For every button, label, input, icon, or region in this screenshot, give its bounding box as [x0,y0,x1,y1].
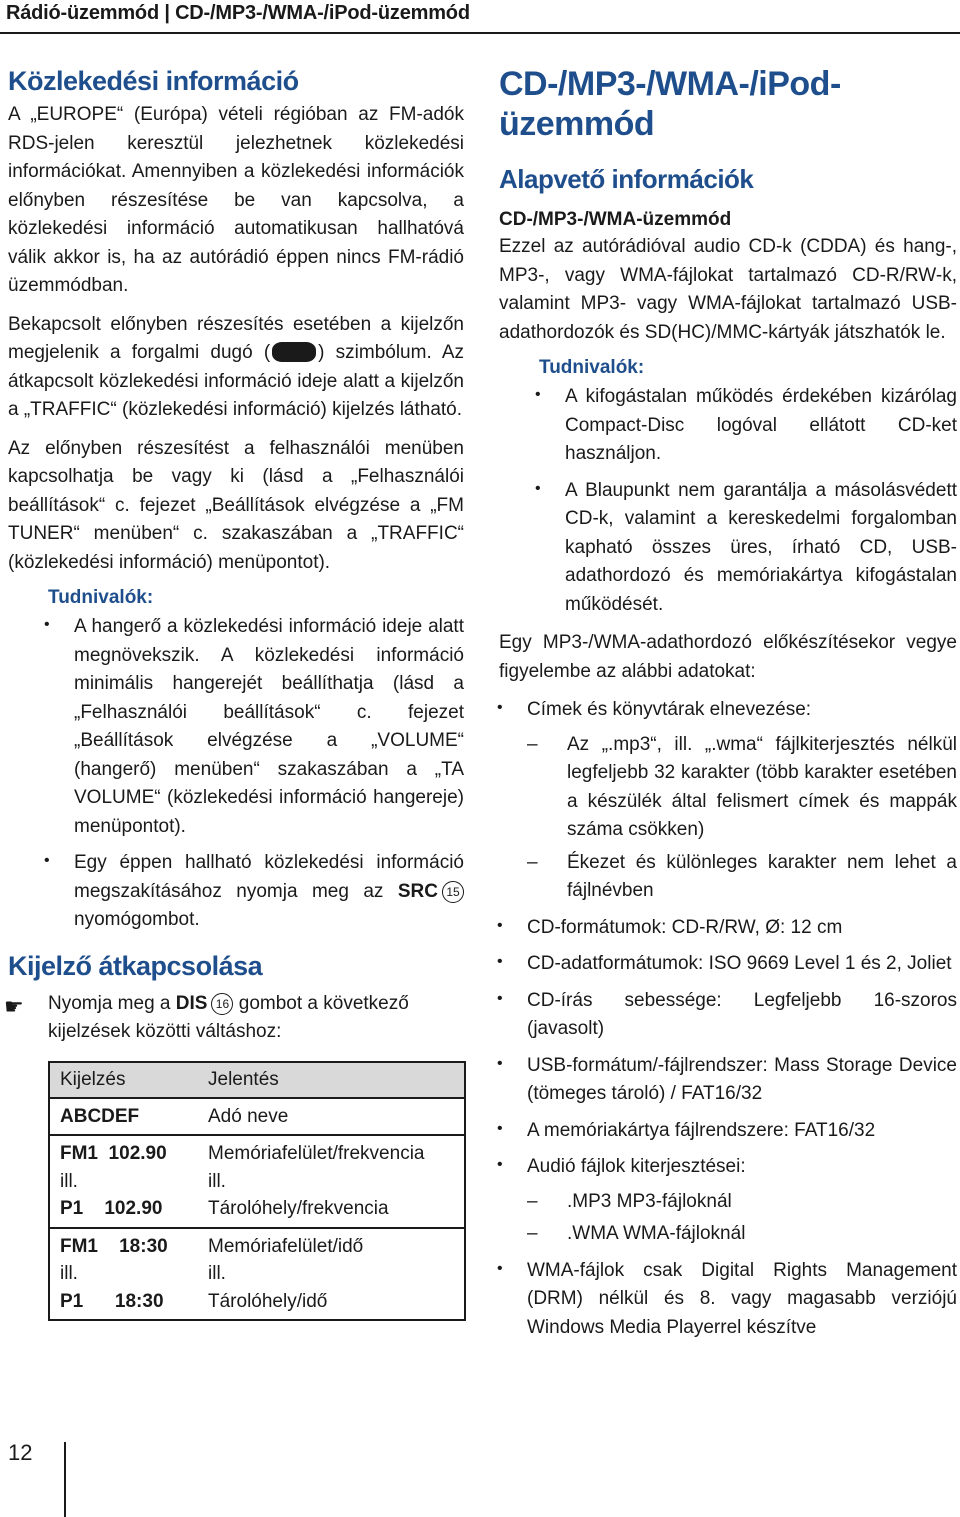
cell-line: ill. [60,1170,78,1192]
cell-line: ABCDEF [60,1105,140,1127]
table-row [49,1098,465,1136]
cell-line: ill. [208,1170,226,1192]
header-rule [0,32,960,34]
mode-title: CD-/MP3-/WMA-üzemmód [499,209,732,231]
running-header: Rádió-üzemmód | CD-/MP3-/WMA-/iPod-üzemmód [6,2,470,24]
spec-item: • USB-formátum/-fájlrendszer: Mass Storage Device (tömeges tároló) / FAT16/32 [527,1052,957,1109]
cell-line: Tárolóhely/frekvencia [208,1198,389,1220]
table-header-cell: Kijelzés [49,1062,198,1098]
section-title-basics: Alapvető információk [499,164,754,195]
spec-item: • A memóriakártya fájlrendszere: FAT16/32 [527,1117,957,1146]
right-column [499,50,957,1352]
table-cell [49,1228,198,1321]
table-row [49,1228,465,1321]
mode-paragraph: Ezzel az autórádióval audio CD-k (CDDA) és hang-, MP3-, vagy WMA-fájlokat tartalmazó CD-R/RW-k, valamint MP3- vagy WMA-fájlokat tartalmazó USB-adathordozók és SD(HC)/MMC-kártyák játszhatók le. [499,236,957,343]
cell-line: ill. [60,1263,78,1285]
traffic-paragraph-2-end: ) szimbólum. Az átkapcsolt közlekedési információ ideje alatt a kijelzőn a „TRAFFIC“ (közlekedési információ) kijelzés látható. [8,342,464,420]
display-table [48,1061,466,1322]
section-title-traffic: Közlekedési információ [8,66,299,96]
spec-item: • CD-formátumok: CD-R/RW, Ø: 12 cm [527,914,957,943]
spec-item: • CD-adatformátumok: ISO 9669 Level 1 és 2, Joliet [527,950,957,979]
spec-text: Címek és könyvtárak elnevezése: [527,699,812,721]
traffic-notes-list [8,613,464,935]
chapter-title: CD-/MP3-/WMA-/iPod-üzemmód [499,65,841,144]
cell-line: Memóriafelület/frekvencia [208,1143,425,1165]
section-title-display: Kijelző átkapcsolása [8,950,263,981]
cell-line: Memóriafelület/idő [208,1235,364,1257]
display-instruction [4,990,464,1047]
cell-line: Adó neve [208,1105,289,1127]
display-instruction-start: Nyomja meg a [48,992,176,1014]
spec-item: • WMA-fájlok csak Digital Rights Management (DRM) nélkül és 8. vagy magasabb verziójú Windows Media Playerrel készítve [527,1257,957,1343]
traffic-note-2-start: Egy éppen hallható közlekedési információ megszakításához nyomja meg az [74,852,464,902]
traffic-jam-icon [272,342,316,362]
traffic-paragraph-2-start: Bekapcsolt előnyben részesítés esetében a kijelzőn megjelenik a forgalmi dugó ( [8,313,464,363]
mode-notes-title: Tudnivalók: [539,357,645,379]
media-prep-paragraph: Egy MP3-/WMA-adathordozó előkészítésekor vegye figyelembe az alábbi adatokat: [499,632,957,682]
traffic-paragraph-2 [8,311,464,425]
cell-line: P1 18:30 [60,1290,164,1312]
spec-subitem: – .MP3 MP3-fájloknál [567,1188,957,1217]
cell-line: FM1 18:30 [60,1235,168,1257]
spec-subitem: – Ékezet és különleges karakter nem lehet a fájlnévben [567,849,957,906]
key-number-badge: 15 [442,881,464,903]
traffic-paragraph-1: A „EUROPE“ (Európa) vételi régióban az FM-adók RDS-jelen keresztül jelezhetnek közlekedési információkat. Amennyiben a közlekedési információk előnyben részesítése be van kapcsolva, a közlekedési információ automatikusan hallhatóvá válik akkor is, ha az autórádió éppen nincs FM-rádió üzemmódban. [8,104,464,296]
table-cell [198,1228,465,1321]
table-cell [49,1135,198,1228]
table-header-cell: Jelentés [198,1062,465,1098]
dis-key-label: DIS [175,992,208,1014]
table-cell [198,1135,465,1228]
hand-pointer-icon: ☛ [4,993,24,1019]
src-key-label: SRC [397,880,438,902]
traffic-note-2-end: nyomógombot. [74,909,200,930]
spec-text: Audió fájlok kiterjesztései: [527,1156,746,1178]
table-cell [49,1098,198,1136]
mode-notes-list [499,383,957,619]
spec-item: • CD-írás sebessége: Legfeljebb 16-szoros (javasolt) [527,987,957,1044]
spec-sublist [527,1188,957,1249]
left-column [4,50,464,1321]
spec-subitem: – .WMA WMA-fájloknál [567,1220,957,1249]
traffic-notes-title: Tudnivalók: [48,587,154,608]
cell-line: P1 102.90 [60,1198,163,1220]
display-instruction-end: gombot a következő kijelzések közötti váltáshoz: [48,992,409,1042]
spec-item [527,696,957,906]
spec-item [527,1153,957,1249]
traffic-paragraph-3: Az előnyben részesítést a felhasználói menüben kapcsolhatja be vagy ki (lásd a „Felhasználói beállítások“ c. fejezet „Beállítások elvégzése a „FM TUNER“ menüben“ c. szakaszában a „TRAFFIC“ (közlekedési információ) menüpontot). [8,437,464,573]
key-number-badge: 16 [211,993,233,1015]
cell-line: Tárolóhely/idő [208,1290,328,1312]
mode-note-2: • A Blaupunkt nem garantálja a másolásvédett CD-k, valamint a kereskedelmi forgalomban kapható összes üres, írható CD, USB-adathordozó és memóriakártya kifogástalan működését. [565,477,957,620]
spec-subitem: – Az „.mp3“, ill. „.wma“ fájlkiterjesztés nélkül legfeljebb 32 karakter (több karakter esetében a készülék által felismert címek és mappák száma csökken) [567,731,957,845]
media-spec-list [499,696,957,1342]
cell-line: FM1 102.90 [60,1143,167,1165]
cell-line: ill. [208,1263,226,1285]
table-row [49,1135,465,1228]
page-number: 12 [8,1440,33,1465]
spec-sublist [527,731,957,906]
traffic-note-2 [74,849,464,935]
footer-rule [64,1442,66,1517]
table-header-row [49,1062,465,1098]
table-cell [198,1098,465,1136]
traffic-note-1: • A hangerő a közlekedési információ ideje alatt megnövekszik. A közlekedési információ minimális hangerejét beállíthatja (lásd a „Felhasználói beállítások“ c. fejezet „Beállítások elvégzése a „VOLUME“ (hangerő) menüben“ szakaszában a „TA VOLUME“ (közlekedési információ hangereje) menüpontot). [74,613,464,841]
mode-note-1: • A kifogástalan működés érdekében kizárólag Compact-Disc logóval ellátott CD-ket használjon. [565,383,957,469]
